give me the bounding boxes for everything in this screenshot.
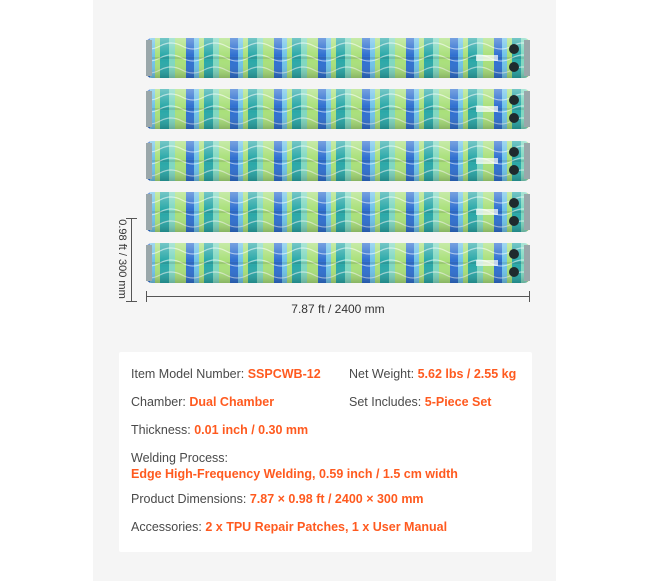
spec-set-includes-label: Set Includes: [349, 395, 425, 409]
spec-net-weight-value: 5.62 lbs / 2.55 kg [417, 367, 517, 381]
water-tube-2 [146, 89, 530, 129]
spec-model [131, 367, 321, 381]
spec-product-dimensions [131, 492, 424, 506]
spec-chamber [131, 395, 274, 409]
spec-welding-value: Edge High-Frequency Welding, 0.59 inch / 1.5 cm width [131, 467, 458, 481]
water-tube-5 [146, 243, 530, 283]
spec-welding-label: Welding Process: [131, 451, 229, 465]
spec-accessories [131, 520, 447, 534]
spec-thickness [131, 423, 308, 437]
spec-welding [131, 450, 458, 482]
spec-accessories-value: 2 x TPU Repair Patches, 1 x User Manual [205, 520, 448, 534]
spec-thickness-value: 0.01 inch / 0.30 mm [194, 423, 309, 437]
height-dimension-label: 0.98 ft / 300 mm [116, 219, 128, 299]
spec-net-weight [349, 367, 516, 381]
width-dimension-tick-left [146, 291, 147, 302]
water-tube-3 [146, 141, 530, 181]
spec-accessories-label: Accessories: [131, 520, 206, 534]
spec-model-value: SSPCWB-12 [247, 367, 321, 381]
height-dimension-line [131, 218, 132, 302]
spec-set-includes-value: 5-Piece Set [424, 395, 492, 409]
width-dimension-label: 7.87 ft / 2400 mm [291, 302, 385, 316]
water-tube-4 [146, 192, 530, 232]
spec-product-dimensions-label: Product Dimensions: [131, 492, 250, 506]
width-dimension-tick-right [529, 291, 530, 302]
spec-set-includes [349, 395, 491, 409]
spec-net-weight-label: Net Weight: [349, 367, 418, 381]
spec-thickness-label: Thickness: [131, 423, 195, 437]
spec-chamber-value: Dual Chamber [189, 395, 275, 409]
water-tube-1 [146, 38, 530, 78]
spec-product-dimensions-value: 7.87 × 0.98 ft / 2400 × 300 mm [249, 492, 424, 506]
width-dimension-line [146, 296, 530, 297]
spec-chamber-label: Chamber: [131, 395, 190, 409]
spec-model-label: Item Model Number: [131, 367, 248, 381]
